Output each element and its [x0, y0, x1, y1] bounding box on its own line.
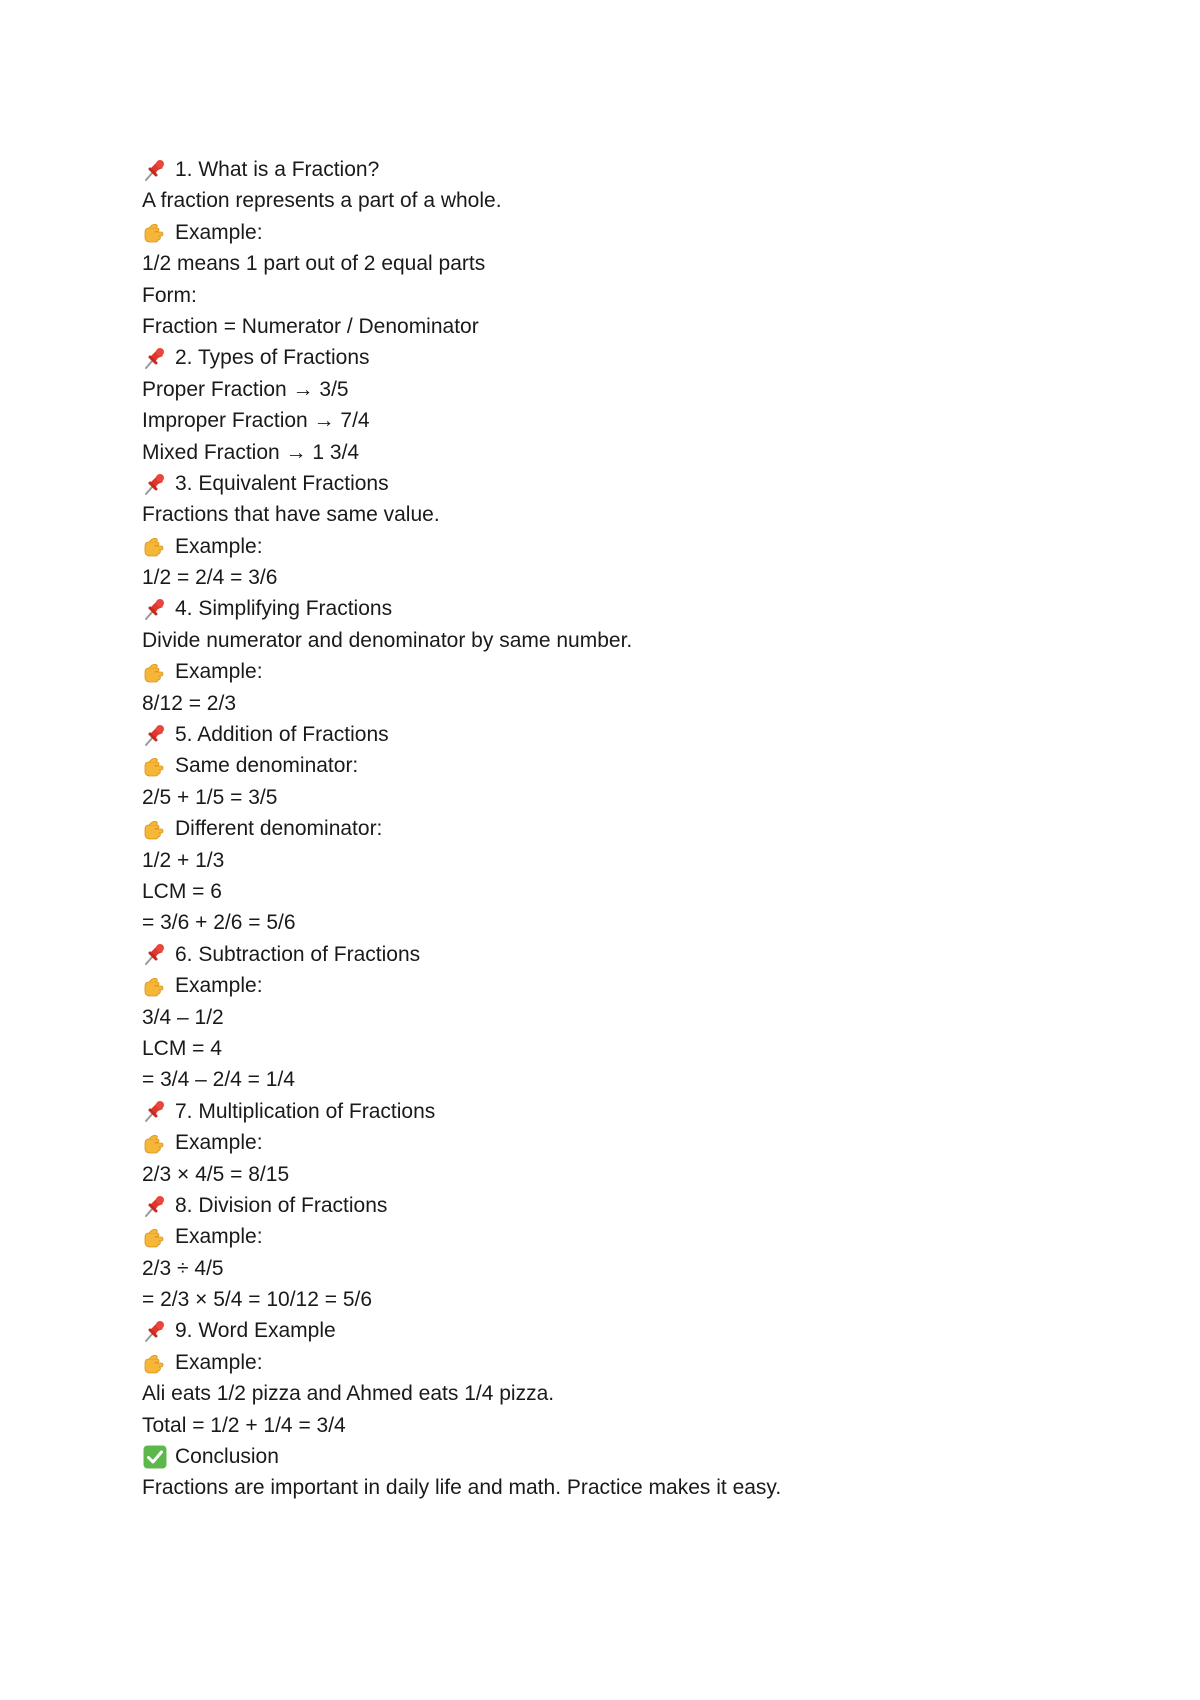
text-line	[142, 1159, 1142, 1190]
heading-line	[142, 468, 1142, 499]
text-line	[142, 280, 1142, 311]
line-text: LCM = 4	[142, 1036, 222, 1060]
line-text: Same denominator:	[175, 754, 359, 778]
line-text: Example:	[175, 534, 263, 558]
pushpin-icon	[142, 157, 168, 183]
text-line	[142, 845, 1142, 876]
line-text: 5. Addition of Fractions	[175, 723, 389, 747]
heading-line	[142, 342, 1142, 373]
pushpin-icon	[142, 596, 168, 622]
heading-line	[142, 1221, 1142, 1252]
document-body	[142, 154, 1142, 1504]
pushpin-icon	[142, 1098, 168, 1124]
line-text: 2/5 + 1/5 = 3/5	[142, 785, 278, 809]
pointing-hand-icon	[142, 973, 168, 999]
line-text: Total = 1/2 + 1/4 = 3/4	[142, 1413, 346, 1437]
text-line	[142, 248, 1142, 279]
pointing-hand-icon	[142, 533, 168, 559]
pointing-hand-icon	[142, 753, 168, 779]
line-text: 3/4 – 1/2	[142, 1005, 224, 1029]
text-line	[142, 405, 1142, 436]
pointing-hand-icon	[142, 219, 168, 245]
line-text: 1/2 means 1 part out of 2 equal parts	[142, 252, 486, 276]
line-text: Form:	[142, 283, 197, 307]
pushpin-icon	[142, 1318, 168, 1344]
line-text: 8. Division of Fractions	[175, 1193, 388, 1217]
line-text: A fraction represents a part of a whole.	[142, 189, 502, 213]
text-line	[142, 1284, 1142, 1315]
line-text: = 3/4 – 2/4 = 1/4	[142, 1068, 295, 1092]
heading-line	[142, 593, 1142, 624]
line-text: Example:	[175, 1225, 263, 1249]
pointing-hand-icon	[142, 1350, 168, 1376]
line-text: Example:	[175, 1350, 263, 1374]
text-line	[142, 782, 1142, 813]
pushpin-icon	[142, 941, 168, 967]
text-line	[142, 374, 1142, 405]
text-line	[142, 1064, 1142, 1095]
heading-line	[142, 1190, 1142, 1221]
line-text: 2. Types of Fractions	[175, 346, 370, 370]
line-text: 1. What is a Fraction?	[175, 158, 380, 181]
heading-line	[142, 1127, 1142, 1158]
pointing-hand-icon	[142, 659, 168, 685]
text-line	[142, 688, 1142, 719]
line-text: Ali eats 1/2 pizza and Ahmed eats 1/4 pizza.	[142, 1382, 555, 1406]
line-text: 7. Multiplication of Fractions	[175, 1099, 436, 1123]
pushpin-icon	[142, 471, 168, 497]
line-text: Different denominator:	[175, 817, 383, 841]
line-text: 2/3 × 4/5 = 8/15	[142, 1162, 290, 1186]
pushpin-icon	[142, 722, 168, 748]
heading-line	[142, 217, 1142, 248]
line-text: Divide numerator and denominator by same number.	[142, 628, 633, 652]
heading-line	[142, 154, 1142, 185]
pointing-hand-icon	[142, 816, 168, 842]
line-text: 6. Subtraction of Fractions	[175, 942, 421, 966]
line-text: = 3/6 + 2/6 = 5/6	[142, 911, 296, 935]
text-line	[142, 1378, 1142, 1409]
heading-line	[142, 939, 1142, 970]
line-text: Example:	[175, 220, 263, 244]
text-line	[142, 1002, 1142, 1033]
text-line	[142, 907, 1142, 938]
heading-line	[142, 531, 1142, 562]
pointing-hand-icon	[142, 1130, 168, 1156]
check-mark-icon	[142, 1444, 168, 1470]
text-line	[142, 1472, 1142, 1503]
text-line	[142, 185, 1142, 216]
line-text: Proper Fraction → 3/5	[142, 377, 349, 401]
text-line	[142, 311, 1142, 342]
heading-line	[142, 813, 1142, 844]
text-line	[142, 876, 1142, 907]
line-text: Fractions are important in daily life and math. Practice makes it easy.	[142, 1476, 782, 1500]
pointing-hand-icon	[142, 1224, 168, 1250]
heading-line	[142, 750, 1142, 781]
line-text: 9. Word Example	[175, 1319, 336, 1343]
pushpin-icon	[142, 1193, 168, 1219]
heading-line	[142, 970, 1142, 1001]
line-text: = 2/3 × 5/4 = 10/12 = 5/6	[142, 1288, 373, 1312]
heading-line	[142, 656, 1142, 687]
heading-line	[142, 1347, 1142, 1378]
text-line	[142, 437, 1142, 468]
line-text: 1/2 = 2/4 = 3/6	[142, 566, 278, 590]
line-text: LCM = 6	[142, 879, 222, 903]
line-text: 3. Equivalent Fractions	[175, 471, 389, 495]
line-text: Improper Fraction → 7/4	[142, 409, 370, 433]
pushpin-icon	[142, 345, 168, 371]
line-text: 8/12 = 2/3	[142, 691, 236, 715]
text-line	[142, 562, 1142, 593]
text-line	[142, 1033, 1142, 1064]
text-line	[142, 499, 1142, 530]
text-line	[142, 1253, 1142, 1284]
heading-line	[142, 1096, 1142, 1127]
heading-line	[142, 1441, 1142, 1472]
heading-line	[142, 1315, 1142, 1346]
text-line	[142, 1410, 1142, 1441]
text-line	[142, 625, 1142, 656]
line-text: Example:	[175, 974, 263, 998]
line-text: Fraction = Numerator / Denominator	[142, 314, 479, 338]
line-text: Conclusion	[175, 1445, 279, 1469]
line-text: 4. Simplifying Fractions	[175, 597, 393, 621]
line-text: 1/2 + 1/3	[142, 848, 225, 872]
line-text: Example:	[175, 660, 263, 684]
line-text: 2/3 ÷ 4/5	[142, 1256, 224, 1280]
line-text: Fractions that have same value.	[142, 503, 440, 527]
line-text: Example:	[175, 1131, 263, 1155]
heading-line	[142, 719, 1142, 750]
line-text: Mixed Fraction → 1 3/4	[142, 440, 360, 464]
